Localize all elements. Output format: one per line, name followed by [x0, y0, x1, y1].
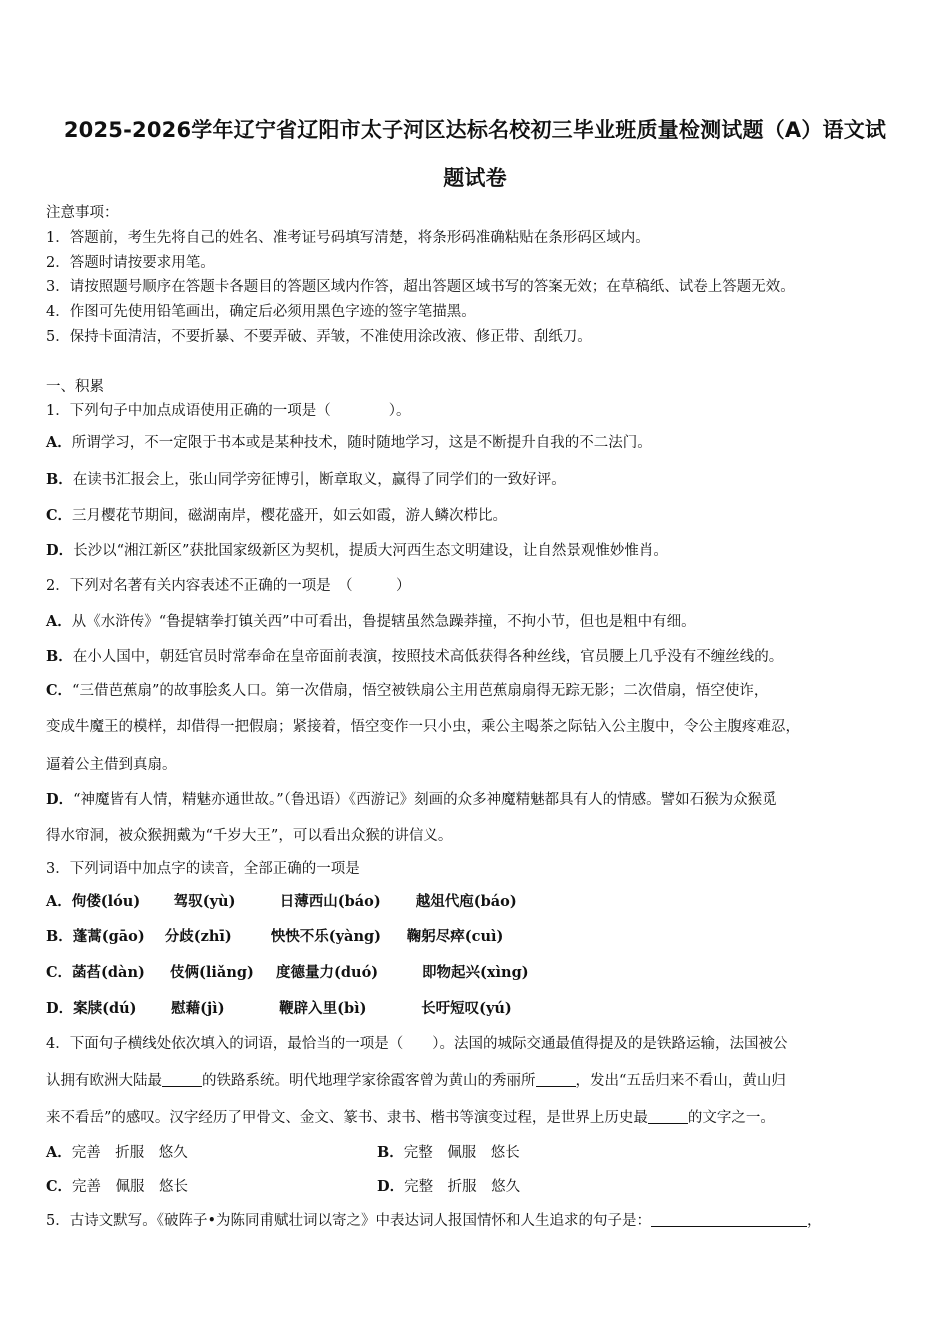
pinyin-word: 慰藉(jì): [171, 1000, 225, 1017]
notice-item-1: 1．答题前，考生先将自己的姓名、准考证号码填写清楚，将条形码准确粘贴在条形码区域内。: [46, 230, 650, 246]
option-text: 在读书汇报会上，张山同学旁征博引，断章取义，赢得了同学们的一致好评。: [72, 472, 566, 488]
option-text: 完善 佩服 悠长: [72, 1179, 189, 1195]
option-letter: D．: [46, 542, 74, 559]
option-letter: A．: [46, 613, 72, 630]
question-4-option-b: [377, 1144, 520, 1162]
pinyin-word: 度德量力(duó): [276, 964, 379, 981]
pinyin-word: 鞠躬尽瘁(cuì): [406, 928, 504, 945]
question-2-option-d-line-2: 得水帘洞，被众猴拥戴为“千岁大王”，可以看出众猴的讲信义。: [46, 828, 453, 844]
pinyin-word: 怏怏不乐(yàng): [270, 928, 381, 945]
question-3-option-a: [46, 893, 517, 911]
question-4-option-c: [46, 1178, 188, 1196]
stem-text: 的文字之一。: [687, 1110, 775, 1126]
stem-text: ，: [807, 1213, 822, 1229]
question-2-option-c-line-2: 变成牛魔王的模样，却借得一把假扇；紧接着，悟空变作一只小虫，乘公主喝茶之际钻入公主腹中，令公主腹疼难忍，: [46, 719, 800, 735]
notice-item-4: 4．作图可先使用铅笔画出，确定后必须用黑色字迹的签字笔描黑。: [46, 304, 476, 320]
fill-blank: [648, 1109, 688, 1124]
question-4-option-d: [377, 1178, 520, 1196]
option-letter: C．: [46, 1178, 73, 1195]
question-1-option-b: [46, 471, 566, 489]
exam-title-line-2: 题试卷: [443, 166, 507, 190]
notice-item-2: 2．答题时请按要求用笔。: [46, 255, 215, 271]
question-1-option-c: [46, 507, 507, 525]
fill-blank: [162, 1072, 202, 1087]
question-3-option-c: [46, 964, 529, 982]
option-text: “三借芭蕉扇”的故事脍炙人口。第一次借扇，悟空被铁扇公主用芭蕉扇扇得无踪无影；二次借扇，悟空使诈，: [72, 683, 769, 699]
option-letter: D．: [46, 791, 74, 808]
question-2-stem: 2．下列对名著有关内容表述不正确的一项是 （ ）: [46, 578, 411, 594]
option-text: 长沙以“湘江新区”获批国家级新区为契机，提质大河西生态文明建设，让自然景观惟妙惟肖。: [73, 543, 668, 559]
option-letter: C．: [46, 507, 73, 524]
question-4-option-a: [46, 1144, 188, 1162]
option-text: 在小人国中，朝廷官员时常奉命在皇帝面前表演，按照技术高低获得各种丝线，官员腰上几乎没有不缠丝线的。: [72, 649, 784, 665]
option-letter: B．: [46, 648, 73, 665]
option-text: “神魔皆有人情，精魅亦通世故。”（鲁迅语）《西游记》刻画的众多神魔精魅都具有人的情感。譬如石猴为众猴觅: [73, 792, 777, 808]
question-3-option-d: [46, 1000, 512, 1018]
pinyin-word: 菡萏(dàn): [72, 964, 145, 981]
question-3-stem: 3．下列词语中加点字的读音，全部正确的一项是: [46, 861, 360, 877]
notice-item-3: 3．请按照题号顺序在答题卡各题目的答题区域内作答，超出答题区域书写的答案无效；在草稿纸、试卷上答题无效。: [46, 279, 795, 295]
option-letter: D．: [377, 1178, 405, 1195]
option-text: 完整 佩服 悠长: [403, 1145, 520, 1161]
fill-blank: [536, 1072, 576, 1087]
option-letter: A．: [46, 1144, 72, 1161]
pinyin-word: 案牍(dú): [73, 1000, 137, 1017]
question-2-option-d-line-1: [46, 791, 777, 809]
pinyin-word: 佝偻(lóu): [71, 893, 141, 910]
stem-text: 5．古诗文默写。《破阵子•为陈同甫赋壮词以寄之》中表达词人报国情怀和人生追求的句子是：: [46, 1213, 652, 1229]
option-letter: A．: [46, 434, 72, 451]
notice-item-5: 5．保持卡面清洁，不要折暴、不要弄破、弄皱，不准使用涂改液、修正带、刮纸刀。: [46, 329, 592, 345]
question-1-stem: 1．下列句子中加点成语使用正确的一项是（ ）。: [46, 403, 411, 419]
question-2-option-c-line-1: [46, 682, 768, 700]
pinyin-word: 驾驭(yù): [173, 893, 236, 910]
option-letter: C．: [46, 682, 73, 699]
option-letter: D．: [46, 1000, 74, 1017]
stem-text: ，发出“五岳归来不看山，黄山归: [575, 1073, 786, 1089]
option-letter: A．: [46, 893, 72, 910]
pinyin-word: 越俎代庖(báo): [415, 893, 517, 910]
option-text: 完善 折服 悠久: [71, 1145, 188, 1161]
pinyin-word: 伎俩(liǎng): [170, 964, 254, 981]
question-4-stem-line-3: [46, 1109, 775, 1127]
answer-blank: [651, 1212, 807, 1227]
question-4-stem-line-1: 4．下面句子横线处依次填入的词语，最恰当的一项是（ ）。法国的城际交通最值得提及的是铁路运输，法国被公: [46, 1036, 788, 1052]
question-2-option-a: [46, 613, 696, 631]
pinyin-word: 分歧(zhī): [164, 928, 232, 945]
question-3-option-b: [46, 928, 503, 946]
question-5-stem: [46, 1212, 822, 1230]
option-text: 所谓学习，不一定限于书本或是某种技术，随时随地学习，这是不断提升自我的不二法门。: [71, 435, 652, 451]
option-text: 完整 折服 悠久: [404, 1179, 521, 1195]
stem-text: 的铁路系统。明代地理学家徐霞客曾为黄山的秀丽所: [202, 1073, 536, 1089]
pinyin-word: 日薄西山(báo): [279, 893, 381, 910]
option-letter: B．: [46, 928, 73, 945]
question-2-option-b: [46, 648, 783, 666]
section-heading: 一、积累: [46, 379, 104, 395]
option-text: 三月樱花节期间，磁湖南岸，樱花盛开，如云如霞，游人鳞次栉比。: [72, 508, 508, 524]
pinyin-word: 长吁短叹(yú): [421, 1000, 512, 1017]
option-letter: B．: [46, 471, 73, 488]
option-text: 从《水浒传》“鲁提辖拳打镇关西”中可看出，鲁提辖虽然急躁莽撞，不拘小节，但也是粗中有细。: [71, 614, 696, 630]
stem-text: 认拥有欧洲大陆最: [46, 1073, 162, 1089]
option-letter: C．: [46, 964, 73, 981]
question-2-option-c-line-3: 逼着公主借到真扇。: [46, 757, 177, 773]
option-letter: B．: [377, 1144, 404, 1161]
pinyin-word: 蓬蒿(gāo): [72, 928, 145, 945]
question-4-stem-line-2: [46, 1072, 786, 1090]
pinyin-word: 鞭辟入里(bì): [279, 1000, 367, 1017]
stem-text: 来不看岳”的感叹。汉字经历了甲骨文、金文、篆书、隶书、楷书等演变过程，是世界上历史最: [46, 1110, 648, 1126]
pinyin-word: 即物起兴(xìng): [422, 964, 529, 981]
exam-title-line-1: 2025-2026学年辽宁省辽阳市太子河区达标名校初三毕业班质量检测试题（A）语文试: [63, 118, 887, 142]
question-1-option-d: [46, 542, 668, 560]
question-1-option-a: [46, 434, 652, 452]
notice-heading: 注意事项：: [46, 205, 119, 221]
